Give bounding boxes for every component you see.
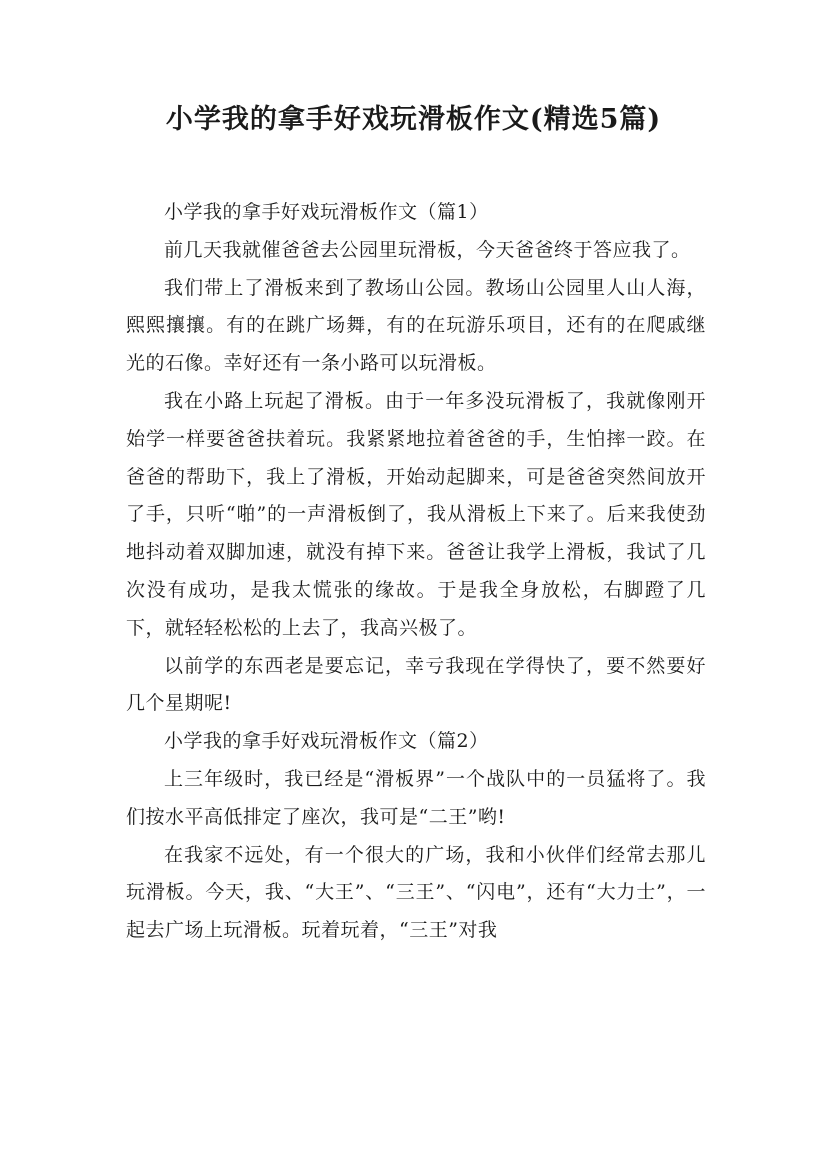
document-body	[126, 194, 706, 950]
document-title: 小学我的拿手好戏玩滑板作文(精选5篇)	[165, 104, 662, 135]
paragraph: 在我家不远处，有一个很大的广场，我和小伙伴们经常去那儿玩滑板。今天，我、“大王”、“三王”、“闪电”，还有“大力士”，一起去广场上玩滑板。玩着玩着，“三王”对我	[126, 843, 706, 942]
paragraph: 前几天我就催爸爸去公园里玩滑板，今天爸爸终于答应我了。	[164, 238, 691, 261]
paragraph: 我们带上了滑板来到了教场山公园。教场山公园里人山人海，熙熙攘攘。有的在跳广场舞，有的在玩游乐项目，还有的在爬戚继光的石像。幸好还有一条小路可以玩滑板。	[126, 276, 706, 375]
section-heading: 小学我的拿手好戏玩滑板作文（篇2）	[164, 730, 489, 753]
paragraph: 以前学的东西老是要忘记，幸亏我现在学得快了，要不然要好几个星期呢!	[126, 654, 706, 715]
paragraph: 上三年级时，我已经是“滑板界”一个战队中的一员猛将了。我们按水平高低排定了座次，我可是“二王”哟!	[126, 767, 706, 828]
paragraph: 我在小路上玩起了滑板。由于一年多没玩滑板了，我就像刚开始学一样要爸爸扶着玩。我紧紧地拉着爸爸的手，生怕摔一跤。在爸爸的帮助下，我上了滑板，开始动起脚来，可是爸爸突然间放开了手，只听“啪”的一声滑板倒了，我从滑板上下来了。后来我使劲地抖动着双脚加速，就没有掉下来。爸爸让我学上滑板，我试了几次没有成功，是我太慌张的缘故。于是我全身放松，右脚蹬了几下，就轻轻松松的上去了，我高兴极了。	[126, 389, 706, 639]
section-heading: 小学我的拿手好戏玩滑板作文（篇1）	[164, 201, 489, 223]
